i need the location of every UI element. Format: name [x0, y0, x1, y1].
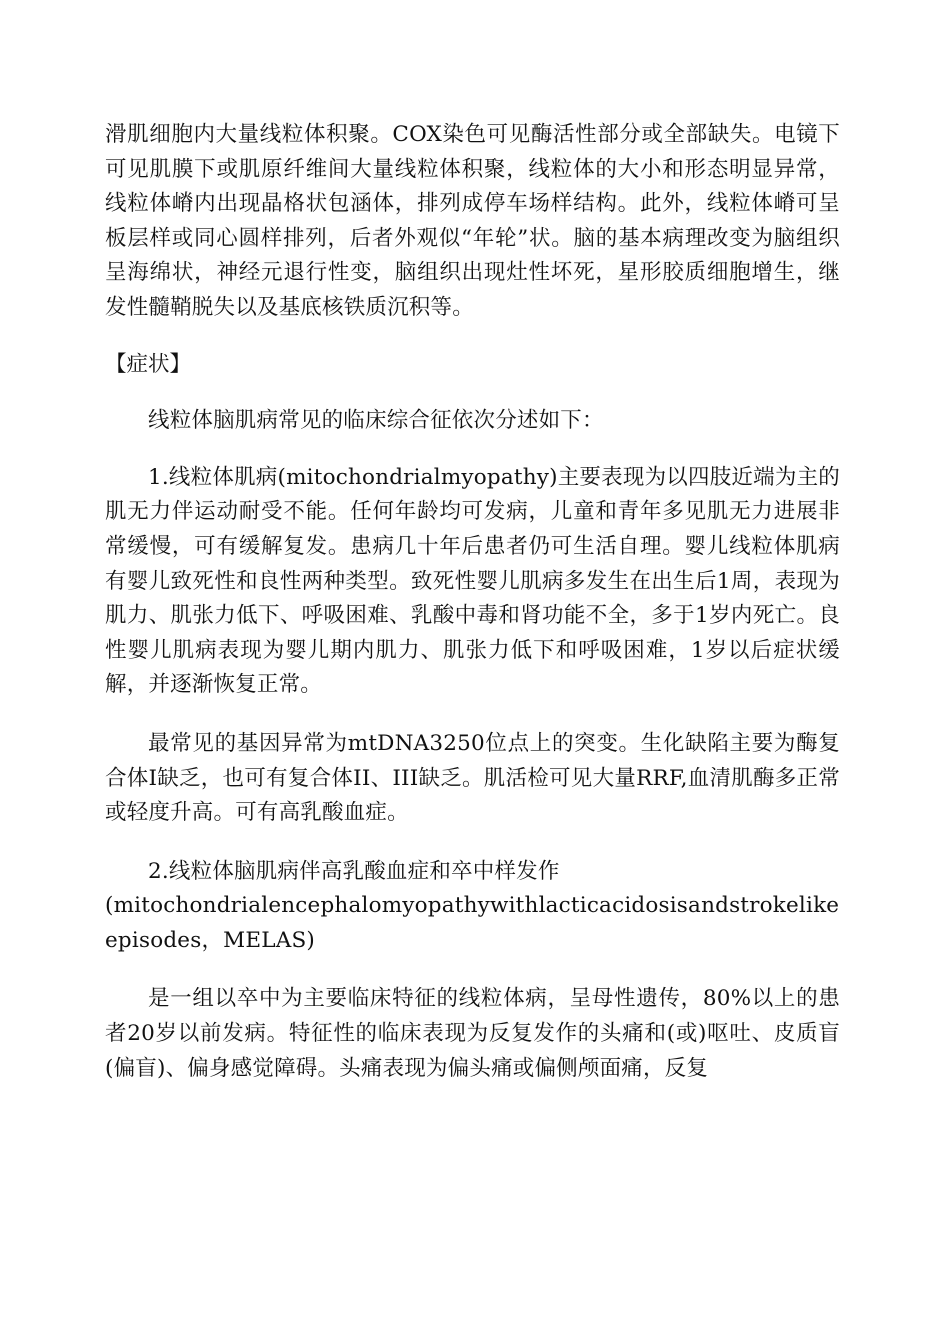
- paragraph-item2-english: (mitochondrialencephalomyopathywithlacticacidosisandstrokelikeepisodes，MELAS): [105, 893, 840, 953]
- paragraph-item2-title: 2.线粒体脑肌病伴高乳酸血症和卒中样发作: [148, 858, 560, 884]
- paragraph-item1-myopathy: 1.线粒体肌病(mitochondrialmyopathy)主要表现为以四肢近端为主的肌无力伴运动耐受不能。任何年龄均可发病，儿童和青年多见肌无力进展非常缓慢，可有缓解复发。患病几十年后患者仍可生活自理。婴儿线粒体肌病有婴儿致死性和良性两种类型。致死性婴儿肌病多发生在出生后1周，表现为肌力、肌张力低下、呼吸困难、乳酸中毒和肾功能不全，多于1岁内死亡。良性婴儿肌病表现为婴儿期内肌力、肌张力低下和呼吸困难，1岁以后症状缓解，并逐渐恢复正常。: [105, 464, 840, 698]
- paragraph-intro: 线粒体脑肌病常见的临床综合征依次分述如下：: [148, 408, 604, 434]
- paragraph-item1-gene: 最常见的基因异常为mtDNA3250位点上的突变。生化缺陷主要为酶复合体I缺乏，也可有复合体II、III缺乏。肌活检可见大量RRF,血清肌酶多正常或轻度升高。可有高乳酸血症。: [105, 730, 840, 826]
- paragraph-item2-body: 是一组以卒中为主要临床特征的线粒体病，呈母性遗传，80%以上的患者20岁以前发病。特征性的临床表现为反复发作的头痛和(或)呕吐、皮质盲(偏盲)、偏身感觉障碍。头痛表现为偏头痛或偏侧颅面痛，反复: [105, 986, 840, 1081]
- document-page: [105, 118, 840, 1086]
- paragraph-pathology: 滑肌细胞内大量线粒体积聚。COX染色可见酶活性部分或全部缺失。电镜下可见肌膜下或肌原纤维间大量线粒体积聚，线粒体的大小和形态明显异常，线粒体嵴内出现晶格状包涵体，排列成停车场样结构。此外，线粒体嵴可呈板层样或同心圆样排列，后者外观似“年轮”状。脑的基本病理改变为脑组织呈海绵状，神经元退行性变，脑组织出现灶性坏死，星形胶质细胞增生，继发性髓鞘脱失以及基底核铁质沉积等。: [105, 122, 840, 320]
- section-heading-symptoms: 【症状】: [105, 351, 192, 377]
